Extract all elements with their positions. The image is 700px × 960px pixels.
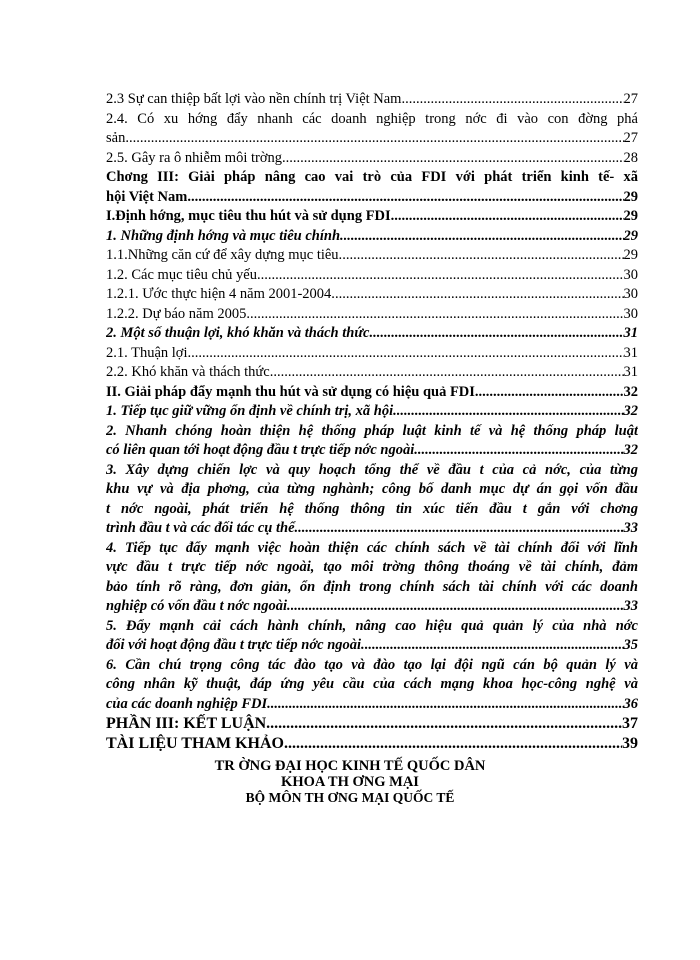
toc-entry-title: nghiệp có vốn đầu t nớc ngoài.: [106, 598, 291, 614]
toc-entry[interactable]: [106, 363, 638, 383]
toc-entry-line: khu vự và địa phơng, của từng nghành; công bố danh mục dự án gọi vốn đầu: [106, 481, 638, 497]
toc-entry-title: có liên quan tới hoạt động đầu t trực tiếp nớc ngoài.: [106, 442, 418, 458]
dot-leader: [342, 246, 623, 266]
toc-entry[interactable]: [106, 383, 638, 403]
toc-page-number: 28: [623, 149, 638, 166]
toc-entry[interactable]: [106, 285, 638, 305]
dot-leader: [267, 695, 623, 715]
toc-entry-title: I.Định hớng, mục tiêu thu hút và sử dụng FDI: [106, 208, 391, 224]
toc-page-number: 33: [623, 520, 638, 536]
toc-entry-title: II. Giải pháp đẩy mạnh thu hút và sử dụng có hiệu quả FDI: [106, 383, 475, 400]
toc-page-number: 39: [622, 734, 638, 752]
toc-page-number: 36: [623, 695, 638, 712]
dot-leader: [369, 324, 623, 344]
toc-entry-line: Chơng III: Giải pháp nâng cao vai trò của FDI với phát triển kinh tế- xã: [106, 169, 638, 185]
table-of-contents: [106, 90, 638, 753]
toc-page-number: 31: [623, 364, 638, 380]
dot-leader: [475, 383, 624, 403]
toc-entry-title: PHẦN III: KẾT LUẬN: [106, 715, 267, 732]
toc-entry[interactable]: [106, 734, 638, 754]
toc-entry-line: 6. Cần chú trọng công tác đào tạo và đào tạo lại đội ngũ cán bộ quản lý và: [106, 656, 638, 673]
toc-entry[interactable]: [106, 227, 638, 247]
toc-entry-title: 1.1.Những căn cứ để xây dựng mục tiêu.: [106, 247, 343, 263]
toc-page-number: 37: [622, 715, 638, 732]
dot-leader: [191, 344, 623, 364]
toc-entry-line: 3. Xây dựng chiến lợc và quy hoạch tổng thể về đầu t của cả nớc, của từng: [106, 461, 638, 478]
toc-entry[interactable]: [106, 714, 638, 734]
toc-entry[interactable]: [106, 246, 638, 266]
dot-leader: [286, 149, 624, 169]
toc-entry-line: 2.4. Có xu hớng đẩy nhanh các doanh nghiệp trong nớc đi vào con đờng phá: [106, 110, 638, 127]
toc-entry[interactable]: [106, 539, 638, 617]
toc-page-number: 32: [623, 403, 638, 419]
dot-leader: [418, 441, 624, 461]
dot-leader: [291, 597, 624, 617]
toc-entry[interactable]: [106, 149, 638, 169]
toc-entry-title: 2.2. Khó khăn và thách thức.: [106, 364, 274, 380]
department-name: BỘ MÔN TH ƠNG MẠI QUỐC TẾ: [245, 790, 455, 805]
toc-entry-line: công nhân kỹ thuật, đáp ứng yêu cầu của cách mạng khoa học-công nghệ và: [106, 676, 638, 692]
toc-entry[interactable]: [106, 110, 638, 149]
toc-entry-line: 2. Nhanh chóng hoàn thiện hệ thống pháp luật kinh tế và hệ thống pháp luật: [106, 422, 638, 439]
toc-entry-title: trình đầu t và các đối tác cụ thể.: [106, 520, 299, 536]
toc-entry-line: bảo tính rõ ràng, đơn giản, ổn định trong chính sách tài chính với các doanh: [106, 578, 638, 595]
toc-entry[interactable]: [106, 422, 638, 461]
dot-leader: [298, 519, 623, 539]
toc-page-number: 27: [623, 91, 638, 107]
dot-leader: [187, 188, 623, 208]
toc-page-number: 29: [623, 227, 638, 244]
dot-leader: [284, 734, 622, 754]
toc-entry-title: 1. Những định hớng và mục tiêu chính.: [106, 227, 344, 244]
dot-leader: [365, 636, 624, 656]
toc-entry[interactable]: [106, 617, 638, 656]
toc-entry-line: 4. Tiếp tục đẩy mạnh việc hoàn thiện các chính sách về tài chính đối với lĩnh: [106, 539, 638, 556]
toc-page-number: 33: [623, 598, 638, 614]
toc-entry-title: 2.3 Sự can thiệp bất lợi vào nền chính trị Việt Nam.: [106, 91, 406, 107]
toc-entry-title: 1.2.2. Dự báo năm 2005: [106, 305, 247, 322]
dot-leader: [391, 207, 624, 227]
toc-entry[interactable]: [106, 266, 638, 286]
toc-entry-title: 1. Tiếp tục giữ vững ổn định về chính trị, xã hội.: [106, 403, 397, 419]
dot-leader: [344, 227, 624, 247]
toc-entry[interactable]: [106, 305, 638, 325]
toc-entry-title: 2.1. Thuận lợi.: [106, 344, 192, 361]
toc-entry[interactable]: [106, 344, 638, 364]
toc-entry-title: TÀI LIỆU THAM KHẢO: [106, 734, 284, 752]
toc-entry-title: 2.5. Gây ra ô nhiễm môi trờng.: [106, 149, 286, 166]
toc-entry-title: đối với hoạt động đầu t trực tiếp nớc ngoài.: [106, 637, 365, 653]
dot-leader: [261, 266, 624, 286]
toc-entry[interactable]: [106, 402, 638, 422]
toc-page-number: 32: [623, 383, 638, 400]
faculty-name: KHOA TH ƠNG MẠI: [281, 774, 419, 790]
toc-entry-title: 2. Một số thuận lợi, khó khăn và thách thức: [106, 325, 370, 341]
dot-leader: [125, 129, 623, 149]
toc-page-number: 31: [623, 344, 638, 361]
toc-entry[interactable]: [106, 207, 638, 227]
toc-entry[interactable]: [106, 656, 638, 715]
toc-entry-title: sản: [106, 130, 126, 146]
dot-leader: [246, 305, 623, 325]
toc-entry-line: vực đầu t trực tiếp nớc ngoài, tạo môi trờng thông thoáng về tài chính, đảm: [106, 559, 638, 575]
toc-entry-title: 1.2.1. Ước thực hiện 4 năm 2001-2004.: [106, 286, 335, 302]
toc-entry-line: 5. Đẩy mạnh cải cách hành chính, nâng cao hiệu quả quản lý của nhà nớc: [106, 617, 638, 634]
toc-entry[interactable]: [106, 324, 638, 344]
toc-page-number: 32: [623, 442, 638, 458]
toc-page-number: 31: [623, 325, 638, 341]
dot-leader: [397, 402, 624, 422]
dot-leader: [266, 714, 622, 734]
university-name: TR ỜNG ĐẠI HỌC KINH TẾ QUỐC DÂN: [214, 758, 486, 774]
dot-leader: [335, 285, 624, 305]
toc-page-number: 29: [623, 247, 638, 263]
toc-page-number: 27: [623, 130, 638, 146]
toc-entry-title: của các doanh nghiệp FDI: [106, 695, 268, 712]
toc-page-number: 35: [623, 637, 638, 653]
toc-entry-line: t nớc ngoài, phát triển hệ thống thông tin xúc tiến đầu t gắn với chơng: [106, 500, 638, 517]
toc-page-number: 29: [623, 208, 638, 224]
toc-entry-title: 1.2. Các mục tiêu chủ yếu.: [106, 266, 261, 283]
toc-page-number: 30: [623, 266, 638, 283]
toc-page-number: 30: [623, 305, 638, 322]
dot-leader: [405, 90, 623, 110]
toc-entry-title: hội Việt Nam: [106, 188, 188, 205]
toc-entry[interactable]: [106, 461, 638, 539]
dot-leader: [273, 363, 623, 383]
toc-entry[interactable]: [106, 168, 638, 207]
toc-page-number: 30: [623, 286, 638, 302]
toc-page-number: 29: [623, 188, 638, 205]
toc-entry[interactable]: [106, 90, 638, 110]
